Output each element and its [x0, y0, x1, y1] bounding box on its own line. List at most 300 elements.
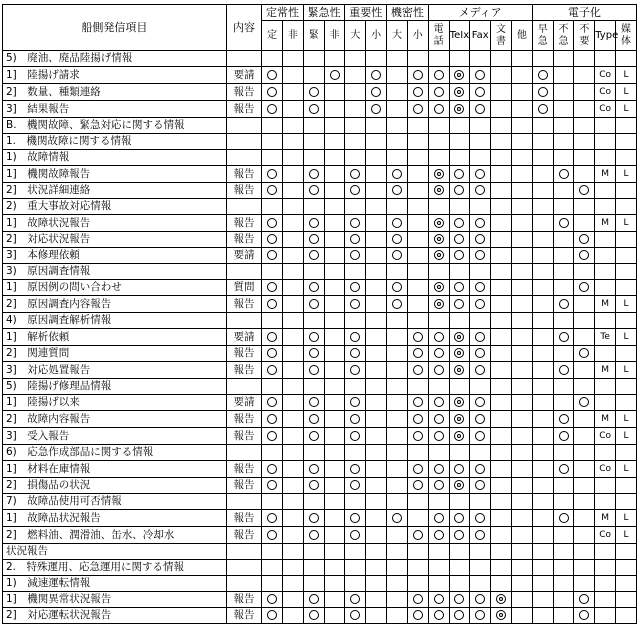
row-item: 5) 陸揚げ修理品情報 — [3, 379, 227, 395]
row-cell — [595, 527, 616, 544]
row-cell — [574, 411, 595, 428]
circle-mark-icon — [475, 365, 485, 375]
circle-mark-icon — [267, 594, 277, 604]
row-cell — [553, 67, 574, 84]
sub-denshi-media: 媒体 — [616, 21, 637, 51]
row-cell — [345, 199, 366, 215]
circle-mark-icon — [454, 250, 464, 260]
row-cell — [387, 478, 408, 494]
row-cell — [262, 608, 283, 624]
circle-mark-icon — [267, 169, 277, 179]
row-cell — [407, 362, 428, 379]
circle-mark-icon — [309, 104, 319, 114]
row-cell — [345, 134, 366, 150]
row-cell — [511, 313, 532, 329]
sub-media-fax: Fax — [470, 21, 491, 51]
row-cell — [387, 51, 408, 67]
row-cell — [449, 478, 470, 494]
circle-mark-icon — [309, 299, 319, 309]
row-cell — [283, 248, 304, 264]
circle-mark-icon — [475, 70, 485, 80]
row-cell — [491, 101, 512, 118]
row-cell — [366, 544, 387, 560]
header-teijo: 定常性 — [262, 5, 304, 21]
row-cell — [428, 478, 449, 494]
row-cell — [387, 494, 408, 510]
row-cell — [470, 264, 491, 280]
row-cell — [283, 395, 304, 411]
row-cell — [283, 280, 304, 296]
row-cell — [470, 576, 491, 592]
row-cell — [262, 510, 283, 527]
row-cell — [532, 313, 553, 329]
table-row — [3, 411, 637, 428]
row-cell — [345, 510, 366, 527]
row-cell — [428, 67, 449, 84]
row-cell — [491, 411, 512, 428]
row-cell — [262, 118, 283, 134]
table-row — [3, 445, 637, 461]
row-cell — [532, 494, 553, 510]
circle-mark-icon — [434, 397, 444, 407]
row-mark-text: Co — [599, 464, 612, 474]
row-cell — [616, 313, 637, 329]
row-cell — [595, 264, 616, 280]
row-cell — [262, 494, 283, 510]
circle-mark-icon — [434, 87, 444, 97]
row-cell — [511, 264, 532, 280]
row-cell — [407, 166, 428, 183]
row-cell — [262, 280, 283, 296]
circle-mark-icon — [454, 464, 464, 474]
row-cell — [303, 134, 324, 150]
circle-mark-icon — [475, 169, 485, 179]
row-cell — [532, 101, 553, 118]
row-cell — [303, 101, 324, 118]
row-mark-text: M — [601, 513, 610, 523]
row-cell — [324, 445, 345, 461]
row-cell — [366, 461, 387, 478]
row-item: 2) 重大事故対応情報 — [3, 199, 227, 215]
row-cell — [324, 395, 345, 411]
row-cell — [574, 379, 595, 395]
row-cell — [595, 411, 616, 428]
row-cell — [511, 296, 532, 313]
circle-mark-icon — [579, 234, 589, 244]
sub-media-telex: TeIx — [449, 21, 470, 51]
row-cell — [532, 379, 553, 395]
row-cell — [574, 494, 595, 510]
row-cell — [283, 313, 304, 329]
row-cell — [428, 527, 449, 544]
row-cell — [595, 592, 616, 608]
row-cell — [366, 313, 387, 329]
row-cell — [428, 379, 449, 395]
row-item: 3) 原因調査情報 — [3, 264, 227, 280]
row-cell — [595, 232, 616, 248]
row-cell — [574, 510, 595, 527]
row-cell — [345, 296, 366, 313]
row-cell — [428, 608, 449, 624]
row-cell — [532, 134, 553, 150]
row-cell — [366, 232, 387, 248]
row-cell — [616, 461, 637, 478]
row-item: 1] 機関故障報告 — [3, 166, 227, 183]
circle-mark-icon — [330, 70, 340, 80]
row-cell — [428, 362, 449, 379]
circle-mark-icon — [267, 397, 277, 407]
row-cell — [428, 576, 449, 592]
row-cell — [345, 560, 366, 576]
row-item: 2. 特殊運用、応急運用に関する情報 — [3, 560, 227, 576]
row-cell — [574, 346, 595, 362]
row-cell — [262, 232, 283, 248]
circle-mark-icon — [475, 594, 485, 604]
circle-mark-icon — [434, 431, 444, 441]
row-cell — [366, 592, 387, 608]
row-cell — [283, 494, 304, 510]
row-cell — [491, 232, 512, 248]
row-cell — [616, 232, 637, 248]
circle-mark-icon — [267, 610, 277, 620]
header-item: 船側発信項目 — [3, 5, 227, 51]
row-cell — [595, 608, 616, 624]
circle-mark-icon — [309, 431, 319, 441]
row-cell — [345, 329, 366, 346]
table-row — [3, 544, 637, 560]
row-cell — [283, 329, 304, 346]
row-cell — [345, 411, 366, 428]
row-mark-text: Co — [599, 431, 612, 441]
row-cell — [574, 51, 595, 67]
row-cell — [470, 150, 491, 166]
row-mark-text: L — [623, 464, 629, 474]
double-circle-mark-icon — [454, 431, 464, 441]
row-cell — [262, 215, 283, 232]
row-cell — [449, 183, 470, 199]
row-cell — [470, 134, 491, 150]
row-cell — [387, 183, 408, 199]
row-cell — [428, 84, 449, 101]
row-cell — [532, 608, 553, 624]
row-cell — [574, 150, 595, 166]
header-juyo: 重要性 — [345, 5, 387, 21]
row-cell — [387, 101, 408, 118]
row-content: 報告 — [226, 592, 261, 608]
row-cell — [491, 84, 512, 101]
row-cell — [407, 296, 428, 313]
circle-mark-icon — [559, 464, 569, 474]
row-cell — [449, 313, 470, 329]
row-cell — [345, 608, 366, 624]
row-cell — [470, 67, 491, 84]
row-cell — [532, 544, 553, 560]
row-cell — [324, 51, 345, 67]
circle-mark-icon — [267, 234, 277, 244]
circle-mark-icon — [267, 185, 277, 195]
row-cell — [532, 560, 553, 576]
row-cell — [345, 264, 366, 280]
row-cell — [470, 215, 491, 232]
table-row — [3, 313, 637, 329]
circle-mark-icon — [434, 332, 444, 342]
row-cell — [553, 84, 574, 101]
row-cell — [470, 445, 491, 461]
row-cell — [449, 461, 470, 478]
circle-mark-icon — [392, 234, 402, 244]
row-cell — [449, 296, 470, 313]
row-cell — [283, 576, 304, 592]
row-cell — [595, 51, 616, 67]
row-cell — [407, 411, 428, 428]
row-cell — [532, 510, 553, 527]
header-denshi: 電子化 — [532, 5, 636, 21]
row-cell — [553, 478, 574, 494]
row-cell — [449, 362, 470, 379]
row-cell — [303, 329, 324, 346]
circle-mark-icon — [413, 414, 423, 424]
row-cell — [553, 428, 574, 445]
row-cell — [366, 411, 387, 428]
row-item: 2] 対応運転状況報告 — [3, 608, 227, 624]
circle-mark-icon — [309, 530, 319, 540]
circle-mark-icon — [413, 480, 423, 490]
circle-mark-icon — [475, 464, 485, 474]
row-cell — [303, 592, 324, 608]
row-cell — [595, 215, 616, 232]
row-cell — [574, 101, 595, 118]
row-cell — [553, 346, 574, 362]
row-cell — [428, 150, 449, 166]
double-circle-mark-icon — [454, 397, 464, 407]
row-cell — [262, 411, 283, 428]
row-mark-text: L — [623, 513, 629, 523]
table-row — [3, 296, 637, 313]
row-cell — [324, 608, 345, 624]
row-cell — [511, 101, 532, 118]
row-content: 要請 — [226, 395, 261, 411]
row-cell — [616, 527, 637, 544]
circle-mark-icon — [454, 594, 464, 604]
row-cell — [532, 183, 553, 199]
row-content: 報告 — [226, 183, 261, 199]
circle-mark-icon — [579, 397, 589, 407]
circle-mark-icon — [371, 104, 381, 114]
circle-mark-icon — [475, 332, 485, 342]
row-mark-text: L — [623, 169, 629, 179]
circle-mark-icon — [309, 480, 319, 490]
row-cell — [553, 248, 574, 264]
row-cell — [345, 478, 366, 494]
row-item: 状況報告 — [3, 544, 227, 560]
row-cell — [470, 346, 491, 362]
row-cell — [303, 527, 324, 544]
row-cell — [366, 494, 387, 510]
row-cell — [553, 101, 574, 118]
row-cell — [428, 313, 449, 329]
row-cell — [511, 329, 532, 346]
row-cell — [345, 150, 366, 166]
row-item: 2] 状況詳細連絡 — [3, 183, 227, 199]
row-cell — [407, 608, 428, 624]
row-cell — [470, 544, 491, 560]
row-content — [226, 150, 261, 166]
table-row — [3, 134, 637, 150]
row-cell — [324, 411, 345, 428]
row-cell — [491, 395, 512, 411]
row-cell — [407, 478, 428, 494]
row-cell — [303, 232, 324, 248]
row-cell — [428, 592, 449, 608]
circle-mark-icon — [475, 282, 485, 292]
row-cell — [324, 183, 345, 199]
row-cell — [345, 215, 366, 232]
row-cell — [616, 560, 637, 576]
row-cell — [387, 215, 408, 232]
row-cell — [574, 232, 595, 248]
row-cell — [345, 576, 366, 592]
row-cell — [595, 346, 616, 362]
row-cell — [366, 150, 387, 166]
double-circle-mark-icon — [454, 104, 464, 114]
row-cell — [574, 199, 595, 215]
row-cell — [366, 84, 387, 101]
row-cell — [595, 134, 616, 150]
row-cell — [387, 461, 408, 478]
row-item: 4) 原因調査解析情報 — [3, 313, 227, 329]
row-cell — [324, 560, 345, 576]
row-cell — [345, 527, 366, 544]
circle-mark-icon — [559, 299, 569, 309]
double-circle-mark-icon — [496, 594, 506, 604]
row-mark-text: L — [623, 414, 629, 424]
row-cell — [470, 560, 491, 576]
row-cell — [553, 527, 574, 544]
row-cell — [595, 461, 616, 478]
row-content: 要請 — [226, 67, 261, 84]
circle-mark-icon — [309, 464, 319, 474]
row-cell — [532, 478, 553, 494]
row-cell — [283, 183, 304, 199]
row-cell — [366, 445, 387, 461]
row-cell — [470, 379, 491, 395]
row-cell — [428, 280, 449, 296]
circle-mark-icon — [579, 282, 589, 292]
circle-mark-icon — [559, 218, 569, 228]
row-cell — [553, 608, 574, 624]
row-cell — [303, 280, 324, 296]
row-cell — [532, 428, 553, 445]
row-cell — [324, 280, 345, 296]
circle-mark-icon — [454, 234, 464, 244]
circle-mark-icon — [538, 87, 548, 97]
row-cell — [428, 510, 449, 527]
row-cell — [345, 445, 366, 461]
row-item: 3] 結果報告 — [3, 101, 227, 118]
row-cell — [283, 67, 304, 84]
row-cell — [303, 346, 324, 362]
row-cell — [283, 264, 304, 280]
row-cell — [449, 608, 470, 624]
row-cell — [387, 134, 408, 150]
row-cell — [283, 379, 304, 395]
circle-mark-icon — [413, 348, 423, 358]
row-cell — [491, 150, 512, 166]
circle-mark-icon — [413, 610, 423, 620]
row-cell — [262, 478, 283, 494]
double-circle-mark-icon — [434, 299, 444, 309]
row-cell — [324, 592, 345, 608]
row-cell — [511, 576, 532, 592]
row-cell — [616, 215, 637, 232]
circle-mark-icon — [350, 480, 360, 490]
row-content — [226, 544, 261, 560]
table-row — [3, 494, 637, 510]
row-mark-text: L — [623, 70, 629, 80]
row-cell — [574, 280, 595, 296]
row-cell — [449, 428, 470, 445]
circle-mark-icon — [267, 513, 277, 523]
row-cell — [345, 84, 366, 101]
circle-mark-icon — [454, 185, 464, 195]
table-row — [3, 478, 637, 494]
row-cell — [553, 329, 574, 346]
row-cell — [574, 118, 595, 134]
sub-kimitsu-1: 大 — [387, 21, 408, 51]
row-cell — [449, 150, 470, 166]
circle-mark-icon — [350, 530, 360, 540]
row-cell — [449, 411, 470, 428]
row-cell — [262, 150, 283, 166]
row-cell — [262, 362, 283, 379]
row-cell — [366, 101, 387, 118]
circle-mark-icon — [309, 169, 319, 179]
row-cell — [303, 296, 324, 313]
table-row — [3, 84, 637, 101]
row-item: 5) 廃油、廃品陸揚げ情報 — [3, 51, 227, 67]
header-media: メディア — [428, 5, 532, 21]
row-cell — [470, 313, 491, 329]
circle-mark-icon — [579, 185, 589, 195]
row-cell — [553, 362, 574, 379]
row-content — [226, 264, 261, 280]
circle-mark-icon — [434, 414, 444, 424]
double-circle-mark-icon — [454, 414, 464, 424]
row-cell — [532, 215, 553, 232]
row-cell — [449, 560, 470, 576]
circle-mark-icon — [475, 530, 485, 540]
row-cell — [324, 478, 345, 494]
row-cell — [449, 84, 470, 101]
row-content: 要請 — [226, 248, 261, 264]
sub-denshi-nonurgent: 不急 — [553, 21, 574, 51]
row-cell — [366, 199, 387, 215]
row-cell — [262, 313, 283, 329]
double-circle-mark-icon — [496, 610, 506, 620]
row-cell — [387, 84, 408, 101]
row-cell — [407, 51, 428, 67]
row-cell — [324, 329, 345, 346]
row-cell — [303, 313, 324, 329]
row-cell — [366, 166, 387, 183]
table-row — [3, 232, 637, 248]
table-row — [3, 183, 637, 199]
row-mark-text: L — [623, 431, 629, 441]
circle-mark-icon — [475, 431, 485, 441]
circle-mark-icon — [454, 530, 464, 540]
table-row — [3, 395, 637, 411]
circle-mark-icon — [309, 185, 319, 195]
